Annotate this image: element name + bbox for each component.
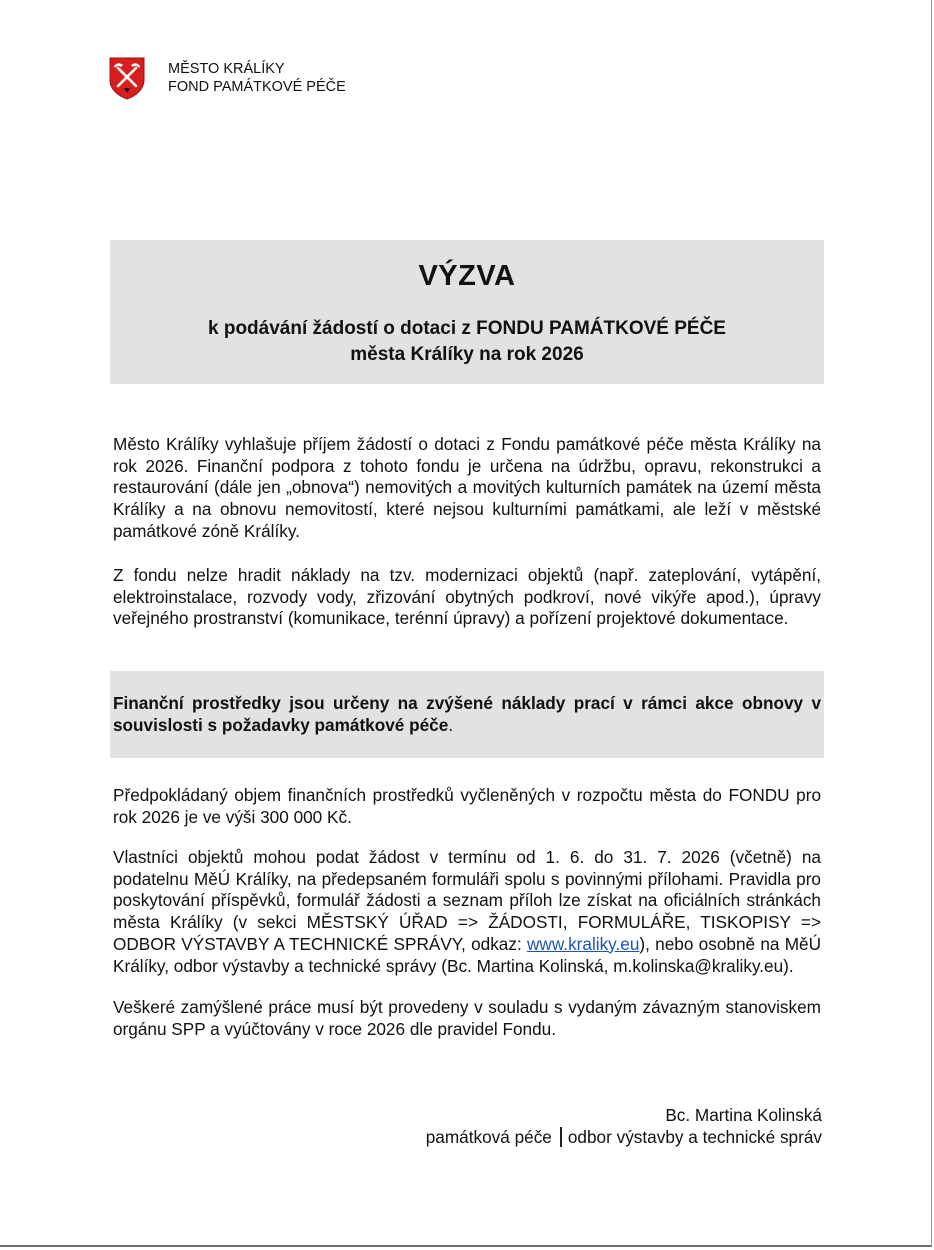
highlight-paragraph bbox=[113, 693, 821, 736]
highlight-period: . bbox=[448, 714, 454, 735]
signature-office: odbor výstavby a technické správ bbox=[567, 1127, 822, 1147]
organization-header bbox=[168, 60, 346, 96]
subtitle-line-2: města Králíky na rok 2026 bbox=[350, 344, 584, 365]
page-title: VÝZVA bbox=[418, 260, 516, 292]
application-text: Vlastníci objektů mohou podat žádost v termínu od 1. 6. do 31. 7. 2026 (včetně) na podatelnu MěÚ Králíky, na předepsaném formuláři spolu s povinnými přílohami. Pravidla pro poskytování příspěvků, formulář žádosti a seznam příloh lze získat na oficiálních stránkách města Králíky (v sekci MĚSTSKÝ ÚŘAD => ŽÁDOSTI, FORMULÁŘE, TISKOPISY => ODBOR VÝSTAVBY A TECHNICKÉ SPRÁVY, odkaz: bbox=[113, 847, 821, 954]
crest-icon bbox=[108, 56, 146, 100]
exclusions-paragraph: Z fondu nelze hradit náklady na tzv. modernizaci objektů (např. zateplování, vytápění, elektroinstalace, rozvody vody, zřizování obytných podkroví, nové vikýře apod.), úpravy veřejného prostranství (komunikace, terénní úpravy) a pořízení projektové dokumentace. bbox=[113, 565, 821, 629]
application-text-end: ), nebo osobně na MěÚ Králíky, odbor výstavby a technické správy (Bc. Martina Kolinská, m.kolinska@kraliky.eu). bbox=[113, 933, 821, 976]
page-subtitle bbox=[110, 316, 824, 368]
signature-name: Bc. Martina Kolinská bbox=[665, 1105, 822, 1125]
signature-department bbox=[426, 1127, 822, 1148]
highlight-text: Finanční prostředky jsou určeny na zvýšené náklady prací v rámci akce obnovy v souvislosti s požadavky památkové péče bbox=[113, 693, 821, 735]
subtitle-line-1: k podávání žádostí o dotaci z FONDU PAMÁTKOVÉ PÉČE bbox=[208, 318, 726, 339]
budget-paragraph: Předpokládaný objem finančních prostředků vyčleněných v rozpočtu města do FONDU pro rok 2026 je ve výši 300 000 Kč. bbox=[113, 785, 821, 827]
highlight-box bbox=[110, 671, 824, 758]
fund-name: FOND PAMÁTKOVÉ PÉČE bbox=[168, 79, 346, 95]
application-paragraph bbox=[113, 847, 821, 977]
compliance-paragraph: Veškeré zamýšlené práce musí být provedeny v souladu s vydaným závazným stanoviskem orgánu SPP a vyúčtovány v roce 2026 dle pravidel Fondu. bbox=[113, 997, 821, 1039]
title-box bbox=[110, 240, 824, 384]
separator bbox=[560, 1127, 562, 1147]
signature-role: památková péče bbox=[425, 1127, 552, 1147]
website-link[interactable]: www.kraliky.eu bbox=[527, 933, 640, 954]
intro-paragraph: Město Králíky vyhlašuje příjem žádostí o dotaci z Fondu památkové péče města Králíky na rok 2026. Finanční podpora z tohoto fondu je určena na údržbu, opravu, rekonstrukci a restaurování (dále jen „obnova“) nemovitých a movitých kulturních památek na území města Králíky a na obnovu nemovitostí, které nejsou kulturními památkami, ale leží v městské památkové zóně Králíky. bbox=[113, 434, 821, 541]
org-name: MĚSTO KRÁLÍKY bbox=[168, 61, 285, 77]
